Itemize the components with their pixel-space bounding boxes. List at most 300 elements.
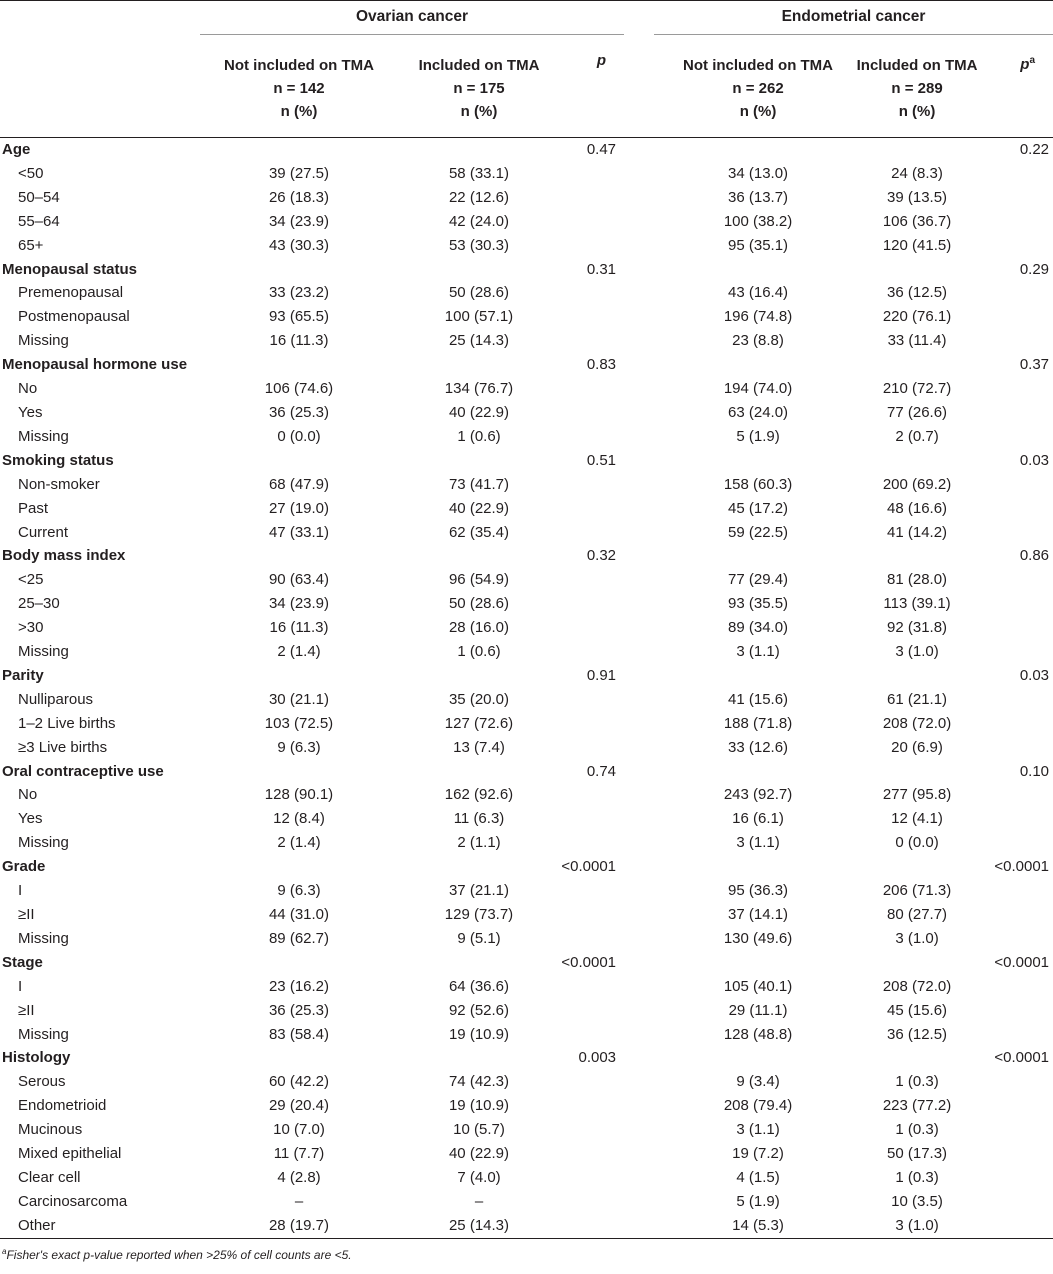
ov-included-cell: 22 (12.6) (448, 188, 510, 206)
table-row (0, 305, 1053, 329)
en-included-cell: 81 (28.0) (887, 571, 948, 589)
row-label: Parity (2, 666, 44, 684)
ov-not-included-pct: n (%) (280, 102, 318, 120)
en-included-header (852, 39, 982, 138)
ov-included-cell (398, 760, 560, 784)
en-included-cell: 3 (1.0) (895, 643, 939, 661)
ov-included-cell: 74 (42.3) (448, 1073, 510, 1091)
en-not-included-cell: 9 (3.4) (736, 1073, 780, 1091)
en-included-cell: 50 (17.3) (887, 1145, 948, 1163)
table-row (0, 1166, 1053, 1190)
en-included-title: Included on TMA (856, 56, 978, 74)
en-p-value: 0.10 (1019, 762, 1050, 780)
ov-included-cell: 62 (35.4) (448, 523, 510, 541)
ov-included-cell: 92 (52.6) (448, 1001, 510, 1019)
row-label: Mixed epithelial (18, 1145, 122, 1163)
section-row (0, 138, 1053, 162)
ov-not-included-cell: 2 (1.4) (277, 834, 321, 852)
ov-not-included-cell: 9 (6.3) (277, 882, 321, 900)
en-included-cell: 106 (36.7) (882, 212, 952, 230)
en-included-cell (852, 855, 982, 879)
ov-not-included-cell: 43 (30.3) (268, 236, 330, 254)
en-included-cell: 45 (15.6) (887, 1001, 948, 1019)
table-row (0, 736, 1053, 760)
en-not-included-cell: 41 (15.6) (728, 690, 789, 708)
en-p-value (982, 1166, 1053, 1190)
ov-p-value: 0.47 (586, 141, 617, 158)
en-not-included-title: Not included on TMA (683, 56, 834, 74)
table-row (0, 903, 1053, 927)
ov-included-pct: n (%) (460, 102, 498, 120)
ov-included-cell: 7 (4.0) (457, 1168, 501, 1186)
ov-p-value (560, 831, 624, 855)
ov-not-included-cell (200, 664, 398, 688)
row-label: Postmenopausal (18, 308, 130, 326)
en-p-value: 0.29 (1019, 260, 1050, 278)
en-not-included-cell: 14 (5.3) (624, 1214, 852, 1238)
ov-not-included-cell: 27 (19.0) (268, 499, 330, 517)
ov-not-included-cell: 34 (23.9) (268, 212, 330, 230)
ov-not-included-cell: 93 (65.5) (268, 308, 330, 326)
en-included-cell (852, 1046, 982, 1070)
en-not-included-pct: n (%) (739, 102, 777, 120)
en-included-cell: 200 (69.2) (882, 475, 952, 493)
table-row (0, 616, 1053, 640)
en-p-value: <0.0001 (994, 1049, 1050, 1067)
en-p-value: 0.03 (1019, 451, 1050, 469)
ov-included-cell: 73 (41.7) (448, 475, 510, 493)
en-not-included-cell: 23 (8.8) (732, 332, 784, 350)
table-row (0, 783, 1053, 807)
en-not-included-cell: 95 (35.1) (728, 236, 789, 254)
en-not-included-cell: 194 (74.0) (723, 380, 793, 398)
row-label: 25–30 (18, 595, 60, 613)
en-not-included-cell: 3 (1.1) (736, 1121, 780, 1139)
ov-not-included-cell (200, 1046, 398, 1070)
row-label: <50 (18, 164, 44, 182)
en-not-included-cell (624, 544, 852, 568)
ov-not-included-cell: 83 (58.4) (268, 1025, 330, 1043)
en-p-value (982, 903, 1053, 927)
en-included-cell: 3 (1.0) (852, 1214, 982, 1238)
table-row (0, 1118, 1053, 1142)
en-p-value (982, 281, 1053, 305)
en-p-value (982, 783, 1053, 807)
ov-p-header: p (560, 39, 624, 138)
en-not-included-cell: 4 (1.5) (736, 1168, 780, 1186)
en-included-cell: 113 (39.1) (883, 595, 951, 613)
ov-included-cell: 10 (5.7) (453, 1121, 505, 1139)
row-label: Missing (18, 427, 69, 445)
en-included-cell: 208 (72.0) (882, 977, 952, 995)
section-row (0, 664, 1053, 688)
en-p-value (982, 521, 1053, 545)
ov-not-included-cell: 36 (25.3) (268, 403, 330, 421)
ov-p-value (560, 1094, 624, 1118)
ov-p-value (560, 975, 624, 999)
ov-not-included-cell (200, 353, 398, 377)
en-included-cell: 0 (0.0) (895, 834, 939, 852)
ovarian-group-header (200, 1, 624, 40)
endometrial-group-header (624, 1, 1053, 40)
row-label: Grade (2, 858, 46, 876)
ov-not-included-cell: 34 (23.9) (268, 595, 330, 613)
row-label: Body mass index (2, 547, 126, 565)
stub-header-blank (0, 39, 200, 138)
ov-included-cell: 129 (73.7) (444, 906, 514, 923)
ov-p-value (560, 616, 624, 640)
ov-not-included-cell: 44 (31.0) (268, 906, 330, 923)
ov-p-value: 0.32 (586, 547, 617, 565)
stub-header (0, 1, 200, 40)
en-included-cell: 80 (27.7) (887, 906, 948, 923)
row-label: Oral contraceptive use (2, 762, 164, 780)
ov-not-included-cell: 11 (7.7) (273, 1145, 325, 1163)
ov-included-cell: 53 (30.3) (448, 236, 510, 254)
ov-included-cell: 64 (36.6) (448, 977, 510, 995)
ov-not-included-cell: 106 (74.6) (264, 380, 334, 398)
ov-included-cell (398, 1046, 560, 1070)
en-included-cell: 220 (76.1) (882, 308, 952, 326)
ov-p-value: 0.74 (586, 762, 617, 780)
ov-not-included-cell: 12 (8.4) (273, 810, 325, 828)
en-not-included-cell: 188 (71.8) (723, 714, 793, 732)
en-included-pct: n (%) (898, 102, 936, 120)
ov-p-value (560, 473, 624, 497)
ov-not-included-cell: 16 (11.3) (269, 619, 329, 637)
table-row (0, 186, 1053, 210)
en-not-included-cell: 5 (1.9) (736, 1192, 780, 1210)
table-row (0, 210, 1053, 234)
ov-included-cell: 40 (22.9) (448, 1145, 510, 1163)
ov-not-included-cell (200, 855, 398, 879)
en-not-included-cell: 59 (22.5) (728, 523, 789, 541)
ov-p-value (560, 640, 624, 664)
row-label: No (18, 786, 38, 804)
en-p-value (982, 162, 1053, 186)
ov-not-included-cell: 16 (11.3) (269, 332, 329, 350)
en-not-included-cell: 29 (11.1) (728, 1001, 788, 1019)
table-row (0, 329, 1053, 353)
row-label: Endometrioid (18, 1097, 107, 1115)
ov-p-value: 0.51 (586, 451, 617, 469)
en-not-included-cell: 105 (40.1) (723, 977, 793, 995)
en-not-included-n: n = 262 (732, 79, 784, 97)
en-not-included-cell: 130 (49.6) (723, 929, 793, 947)
table-row (0, 425, 1053, 449)
row-label: Missing (18, 643, 69, 661)
ov-p-value (560, 783, 624, 807)
ov-p-value: 0.31 (586, 260, 617, 278)
row-label: Menopausal hormone use (2, 356, 188, 374)
table-row (0, 688, 1053, 712)
row-label: Current (18, 523, 69, 541)
en-p-value (982, 592, 1053, 616)
endometrial-group-label: Endometrial cancer (654, 8, 1053, 35)
en-included-cell: 1 (0.3) (895, 1168, 939, 1186)
ov-p-value (560, 1214, 624, 1238)
ov-included-cell: 19 (10.9) (448, 1025, 510, 1043)
table-row (0, 401, 1053, 425)
ov-included-cell: 96 (54.9) (448, 571, 510, 589)
row-label: <25 (18, 571, 44, 589)
en-included-cell (852, 353, 982, 377)
en-not-included-cell: 158 (60.3) (723, 475, 793, 493)
row-label: 50–54 (18, 188, 60, 206)
table-row (0, 521, 1053, 545)
ov-not-included-cell (200, 951, 398, 975)
en-included-cell: 10 (3.5) (891, 1192, 943, 1210)
en-p-value (982, 1214, 1053, 1238)
ov-p-value: <0.0001 (561, 858, 617, 876)
ov-p-value (560, 592, 624, 616)
en-included-cell: 77 (26.6) (887, 403, 948, 421)
ov-included-cell (398, 951, 560, 975)
en-p-value (982, 1070, 1053, 1094)
en-p-value: <0.0001 (994, 953, 1050, 971)
table-row (0, 975, 1053, 999)
en-not-included-cell: 3 (1.1) (736, 834, 780, 852)
ov-not-included-cell: 10 (7.0) (273, 1121, 325, 1139)
table-row (0, 1023, 1053, 1047)
en-p-header: $p^a$ (982, 39, 1053, 138)
section-row (0, 760, 1053, 784)
ov-p-value (560, 162, 624, 186)
row-label: Menopausal status (2, 260, 138, 278)
table-row (0, 927, 1053, 951)
row-label: Missing (18, 929, 69, 947)
row-label: Nulliparous (18, 690, 94, 708)
en-included-cell: 36 (12.5) (887, 1025, 948, 1043)
section-row (0, 1046, 1053, 1070)
row-label: 1–2 Live births (18, 714, 116, 732)
ov-included-cell: 1 (0.6) (457, 427, 501, 445)
table-row (0, 1070, 1053, 1094)
en-included-cell: 1 (0.3) (895, 1073, 939, 1091)
ov-included-cell: 100 (57.1) (444, 308, 514, 326)
en-included-cell (852, 544, 982, 568)
ov-included-cell: 40 (22.9) (448, 403, 510, 421)
en-p-value (982, 807, 1053, 831)
ov-included-cell: 25 (14.3) (398, 1214, 560, 1238)
en-not-included-cell: 208 (79.4) (723, 1097, 793, 1115)
en-not-included-cell: 128 (48.8) (723, 1025, 793, 1043)
ov-p-value: <0.0001 (561, 953, 617, 971)
row-label: Past (18, 499, 49, 517)
en-not-included-cell: 45 (17.2) (728, 499, 789, 517)
ov-not-included-cell: 9 (6.3) (277, 738, 321, 756)
en-p-value (982, 616, 1053, 640)
en-p-value (982, 305, 1053, 329)
en-included-cell: 3 (1.0) (895, 929, 939, 947)
en-p-value: <0.0001 (994, 858, 1050, 876)
ov-p-value (560, 736, 624, 760)
ov-included-cell: 11 (6.3) (453, 810, 505, 828)
ov-p-value (560, 377, 624, 401)
ov-included-cell: 25 (14.3) (448, 332, 510, 350)
en-p-value (982, 879, 1053, 903)
table-row (0, 879, 1053, 903)
ov-not-included-cell: 39 (27.5) (268, 164, 330, 182)
row-label: Histology (2, 1049, 71, 1067)
ov-not-included-cell: – (294, 1192, 304, 1210)
row-label: Yes (18, 810, 43, 828)
en-not-included-cell: 36 (13.7) (728, 188, 789, 206)
ov-p-value (560, 329, 624, 353)
en-included-cell (852, 951, 982, 975)
ov-included-cell: 58 (33.1) (448, 164, 510, 182)
group-header-row (0, 1, 1053, 40)
ov-not-included-n: n = 142 (273, 79, 325, 97)
ov-not-included-cell: 90 (63.4) (268, 571, 330, 589)
table-row (0, 1094, 1053, 1118)
en-p-value: 0.37 (1019, 356, 1050, 374)
ov-p-value (560, 1142, 624, 1166)
section-row (0, 258, 1053, 282)
en-not-included-cell: 34 (13.0) (728, 164, 789, 182)
en-not-included-cell (624, 353, 852, 377)
ov-p-value (560, 234, 624, 258)
ov-not-included-cell (200, 258, 398, 282)
ov-included-cell: 2 (1.1) (457, 834, 501, 852)
en-p-value (982, 712, 1053, 736)
en-p-value (982, 186, 1053, 210)
row-label: Other (0, 1214, 200, 1238)
ov-included-cell: 19 (10.9) (448, 1097, 510, 1115)
ov-included-cell (398, 258, 560, 282)
row-label: ≥3 Live births (18, 738, 108, 756)
row-label: >30 (18, 619, 44, 637)
table-row (0, 1142, 1053, 1166)
en-included-cell: 223 (77.2) (882, 1097, 952, 1115)
en-p-value (982, 401, 1053, 425)
en-not-included-cell (624, 138, 852, 162)
en-p-value (982, 688, 1053, 712)
en-included-cell (852, 760, 982, 784)
ov-included-title: Included on TMA (418, 56, 540, 74)
ov-included-cell: 37 (21.1) (448, 882, 510, 900)
ov-not-included-cell: 28 (19.7) (200, 1214, 398, 1238)
en-p-value (982, 568, 1053, 592)
en-included-n: n = 289 (891, 79, 943, 97)
en-p-value (982, 640, 1053, 664)
table-row (0, 281, 1053, 305)
en-not-included-cell: 89 (34.0) (728, 619, 789, 637)
en-included-cell: 48 (16.6) (887, 499, 948, 517)
ov-p-value (560, 281, 624, 305)
row-label: Yes (18, 403, 43, 421)
ov-p-value (560, 1166, 624, 1190)
ov-p-value (560, 879, 624, 903)
ov-not-included-cell: 30 (21.1) (268, 690, 330, 708)
ov-p-value (560, 1190, 624, 1214)
ov-p-value (560, 903, 624, 927)
en-included-cell: 39 (13.5) (887, 188, 948, 206)
en-included-cell: 1 (0.3) (895, 1121, 939, 1139)
ov-included-cell (398, 855, 560, 879)
ov-not-included-cell: 89 (62.7) (268, 929, 330, 947)
table-row (0, 497, 1053, 521)
en-not-included-cell: 100 (38.2) (723, 212, 793, 230)
ov-p-value (560, 568, 624, 592)
en-p-value (982, 831, 1053, 855)
en-included-cell: 33 (11.4) (887, 332, 947, 350)
ov-p-value (560, 1070, 624, 1094)
ov-included-cell: 50 (28.6) (448, 284, 510, 302)
en-included-cell: 208 (72.0) (882, 714, 952, 732)
section-row (0, 449, 1053, 473)
en-p-value (982, 999, 1053, 1023)
section-row (0, 544, 1053, 568)
en-included-cell: 61 (21.1) (887, 690, 948, 708)
en-p-value: 0.86 (1019, 547, 1050, 565)
row-label: 55–64 (18, 212, 60, 230)
en-p-value (982, 329, 1053, 353)
row-label: Clear cell (18, 1168, 81, 1186)
en-not-included-cell: 16 (6.1) (732, 810, 784, 828)
en-included-cell: 36 (12.5) (887, 284, 948, 302)
ov-p-value (560, 186, 624, 210)
ov-included-cell: 1 (0.6) (457, 643, 501, 661)
table-row (0, 1214, 1053, 1238)
ov-included-cell: 35 (20.0) (448, 690, 510, 708)
en-not-included-cell: 37 (14.1) (728, 906, 789, 923)
ov-included-cell (398, 544, 560, 568)
en-not-included-cell: 196 (74.8) (723, 308, 793, 326)
ov-included-cell: 162 (92.6) (444, 786, 514, 804)
en-not-included-cell (624, 258, 852, 282)
en-included-cell: 92 (31.8) (887, 619, 948, 637)
ov-not-included-cell: 103 (72.5) (264, 714, 334, 732)
ov-p-value (560, 210, 624, 234)
ov-not-included-title: Not included on TMA (224, 56, 374, 74)
row-label: I (18, 882, 23, 900)
ov-not-included-cell (200, 138, 398, 162)
row-label: Smoking status (2, 451, 114, 469)
ov-p-value: 0.003 (578, 1049, 617, 1067)
ov-p-value (560, 1118, 624, 1142)
ov-not-included-cell: 60 (42.2) (268, 1073, 330, 1091)
ov-not-included-cell: 128 (90.1) (264, 786, 334, 804)
ov-not-included-cell: 47 (33.1) (268, 523, 330, 541)
en-not-included-cell: 5 (1.9) (736, 427, 780, 445)
row-label: ≥II (18, 1001, 35, 1019)
table-body (0, 138, 1053, 1239)
ov-included-cell: 42 (24.0) (448, 212, 510, 230)
row-label: Serous (18, 1073, 66, 1091)
row-label: Mucinous (18, 1121, 83, 1139)
ov-p-value (560, 712, 624, 736)
en-not-included-cell (624, 1046, 852, 1070)
table-row (0, 592, 1053, 616)
row-label: I (18, 977, 23, 995)
ov-p-value (560, 401, 624, 425)
ov-p-value (560, 425, 624, 449)
footnote (0, 1239, 1053, 1262)
en-included-cell (852, 138, 982, 162)
section-row (0, 951, 1053, 975)
en-included-cell: 206 (71.3) (882, 882, 952, 900)
ov-not-included-cell (200, 449, 398, 473)
table-row (0, 640, 1053, 664)
en-not-included-cell: 243 (92.7) (723, 786, 793, 804)
footnote-marker: a (2, 1246, 7, 1256)
en-p-value (982, 736, 1053, 760)
ov-p-value (560, 305, 624, 329)
en-not-included-cell (624, 855, 852, 879)
en-not-included-cell (624, 951, 852, 975)
en-included-cell: 12 (4.1) (891, 810, 943, 828)
